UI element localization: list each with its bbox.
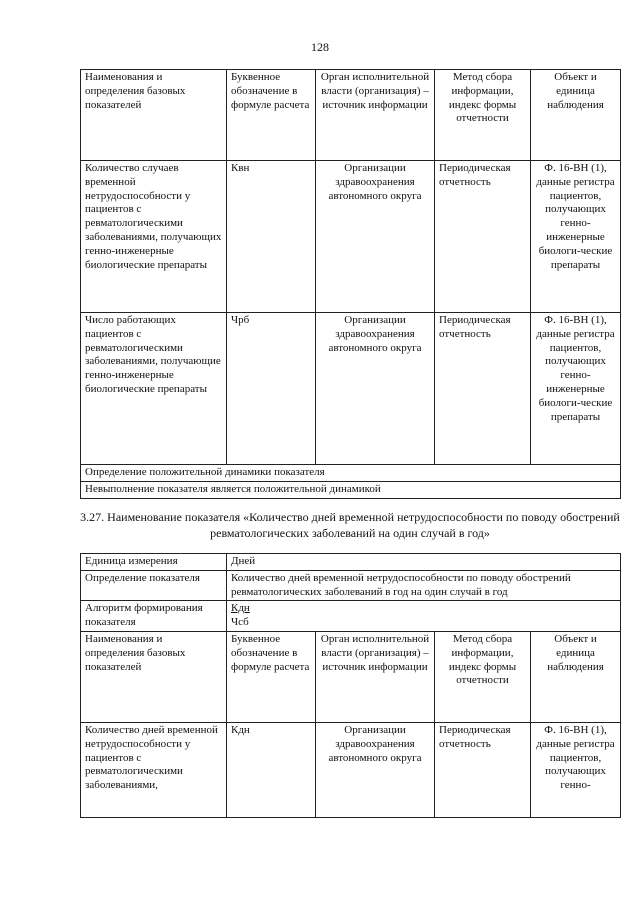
row-name: Количество случаев временной нетрудоспособности у пациентов с ревматологическими заболеваниями, получающих генно-инженерные биологические препараты bbox=[81, 161, 227, 313]
formula-denominator: Чсб bbox=[231, 616, 249, 629]
row-letter: Квн bbox=[227, 161, 316, 313]
row-letter: Чрб bbox=[227, 313, 316, 465]
header-object: Объект и единица наблюдения bbox=[531, 70, 621, 161]
table-row bbox=[81, 161, 621, 313]
row-name: Число работающих пациентов с ревматологическими заболеваниями, получающие генно-инженерные биологические препараты bbox=[81, 313, 227, 465]
formula-numerator: Кдн bbox=[231, 602, 250, 615]
algorithm-row bbox=[81, 601, 621, 632]
header-method: Метод сбора информации, индекс формы отчетности bbox=[435, 631, 531, 722]
algorithm-label: Алгоритм формирования показателя bbox=[81, 601, 227, 632]
header-method: Метод сбора информации, индекс формы отчетности bbox=[435, 70, 531, 161]
row-letter: Кдн bbox=[227, 722, 316, 817]
table-header-row bbox=[81, 631, 621, 722]
table-row bbox=[81, 722, 621, 817]
indicator-table-1 bbox=[80, 69, 621, 499]
row-method: Периодическая отчетность bbox=[435, 161, 531, 313]
header-letter: Буквенное обозначение в формуле расчета bbox=[227, 631, 316, 722]
definition-row bbox=[81, 570, 621, 601]
unit-label: Единица измерения bbox=[81, 554, 227, 571]
row-organ: Организации здравоохранения автономного округа bbox=[316, 161, 435, 313]
section-title: 3.27. Наименование показателя «Количество дней временной нетрудоспособности по поводу обострений ревматологических заболеваний на один случай в год» bbox=[80, 510, 620, 540]
indicator-table-2 bbox=[80, 553, 621, 818]
row-object: Ф. 16-ВН (1), данные регистра пациентов, получающих генно- bbox=[531, 722, 621, 817]
header-object: Объект и единица наблюдения bbox=[531, 631, 621, 722]
table-footer-row bbox=[81, 481, 621, 498]
row-object: Ф. 16-ВН (1), данные регистра пациентов, получающих генно-инженерные биологи-ческие препараты bbox=[531, 161, 621, 313]
row-method: Периодическая отчетность bbox=[435, 722, 531, 817]
row-organ: Организации здравоохранения автономного округа bbox=[316, 722, 435, 817]
header-name: Наименования и определения базовых показателей bbox=[81, 631, 227, 722]
row-organ: Организации здравоохранения автономного округа bbox=[316, 313, 435, 465]
row-name: Количество дней временной нетрудоспособности у пациентов с ревматологическими заболеваниями, bbox=[81, 722, 227, 817]
table-footer-row bbox=[81, 465, 621, 482]
table-row bbox=[81, 313, 621, 465]
header-organ: Орган исполнительной власти (организация) – источник информации bbox=[316, 70, 435, 161]
unit-value: Дней bbox=[227, 554, 621, 571]
definition-label: Определение показателя bbox=[81, 570, 227, 601]
header-letter: Буквенное обозначение в формуле расчета bbox=[227, 70, 316, 161]
positive-dynamics-label: Определение положительной динамики показателя bbox=[81, 465, 621, 482]
row-object: Ф. 16-ВН (1), данные регистра пациентов, получающих генно-инженерные биологи-ческие препараты bbox=[531, 313, 621, 465]
algorithm-formula bbox=[227, 601, 621, 632]
header-name: Наименования и определения базовых показателей bbox=[81, 70, 227, 161]
definition-value: Количество дней временной нетрудоспособности по поводу обострений ревматологических заболеваний в год на один случай в год bbox=[227, 570, 621, 601]
unit-row bbox=[81, 554, 621, 571]
header-organ: Орган исполнительной власти (организация) – источник информации bbox=[316, 631, 435, 722]
page-number: 128 bbox=[311, 40, 329, 54]
table-header-row bbox=[81, 70, 621, 161]
row-method: Периодическая отчетность bbox=[435, 313, 531, 465]
positive-dynamics-value: Невыполнение показателя является положительной динамикой bbox=[81, 481, 621, 498]
